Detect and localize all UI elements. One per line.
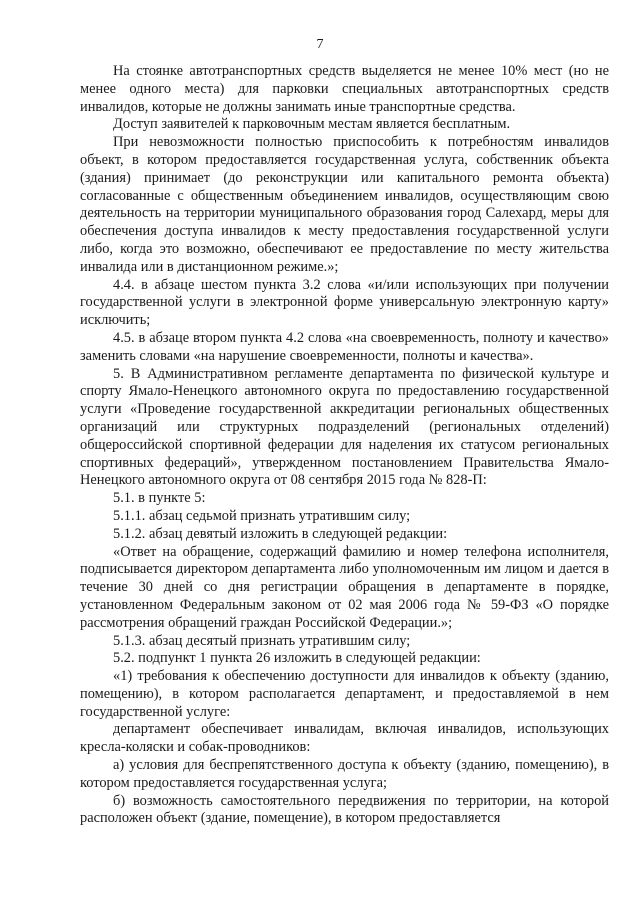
paragraph-item-5-1: 5.1. в пункте 5: <box>113 490 206 507</box>
paragraph-item-5: 5. В Административном регламенте департамента по физической культуре и спорту Ямало-Ненецкого автономного округа по предоставлению государственной услуги «Проведение государственной аккредитации региональных общественных организаций или структурных подразделений (региональных отделений) общероссийской спортивной федерации для наделения их статусом региональных спортивных федераций», утвержденном постановлением Правительства Ямало-Ненецкого автономного округа от 08 сентября 2015 года № 828-П: <box>80 365 609 489</box>
paragraph-subitem-a: а) условия для беспрепятственного доступа к объекту (зданию, помещению), в котором предоставляется государственная услуга; <box>80 757 609 791</box>
paragraph-requirements: «1) требования к обеспечению доступности для инвалидов к объекту (зданию, помещению), в котором располагается департамент, и предоставляемой в нем государственной услуге: <box>80 668 609 720</box>
paragraph-item-5-1-2: 5.1.2. абзац девятый изложить в следующей редакции: <box>113 525 448 542</box>
paragraph-parking-spaces: На стоянке автотранспортных средств выделяется не менее 10% мест (но не менее одного места) для парковки специальных автотранспортных средств инвалидов, которые не должны занимать иные транспортные средства. <box>80 63 609 115</box>
paragraph-response-text: «Ответ на обращение, содержащий фамилию и номер телефона исполнителя, подписывается директором департамента либо уполномоченным им лицом и дается в течение 30 дней со дня регистрации обращения в департаменте в порядке, установленном Федеральным законом от 02 мая 2006 года № 59-ФЗ «О порядке рассмотрения обращений граждан Российской Федерации.»; <box>80 543 609 631</box>
paragraph-item-4-5: 4.5. в абзаце втором пункта 4.2 слова «на своевременность, полноту и качество» заменить словами «на нарушение своевременности, полноты и качества». <box>80 329 609 364</box>
paragraph-free-access: Доступ заявителей к парковочным местам является бесплатным. <box>113 116 511 133</box>
paragraph-department-provides: департамент обеспечивает инвалидам, включая инвалидов, использующих кресла-коляски и собак-проводников: <box>80 721 609 756</box>
paragraph-subitem-b: б) возможность самостоятельного передвижения по территории, на которой расположен объект (здание, помещение), в котором предоставляется <box>80 792 609 827</box>
document-body <box>80 63 609 828</box>
paragraph-item-5-2: 5.2. подпункт 1 пункта 26 изложить в следующей редакции: <box>113 650 481 667</box>
page-number: 7 <box>316 37 324 52</box>
paragraph-item-5-1-1: 5.1.1. абзац седьмой признать утратившим силу; <box>113 507 411 524</box>
paragraph-item-5-1-3: 5.1.3. абзац десятый признать утратившим силу; <box>113 632 411 649</box>
paragraph-adaptation-measures: При невозможности полностью приспособить к потребностям инвалидов объект, в котором предоставляется государственная услуга, собственник объекта (здания) принимает (до реконструкции или капитального ремонта объекта) согласованные с общественным объединением инвалидов, осуществляющим свою деятельность на территории муниципального образования город Салехард, меры для обеспечения доступа инвалидов к месту предоставления государственной услуги либо, когда это возможно, обеспечивают ее предоставление по месту жительства инвалида или в дистанционном режиме.»; <box>80 134 609 275</box>
paragraph-item-4-4: 4.4. в абзаце шестом пункта 3.2 слова «и/или использующих при получении государственной услуги в электронной форме универсальную электронную карту» исключить; <box>80 276 609 329</box>
